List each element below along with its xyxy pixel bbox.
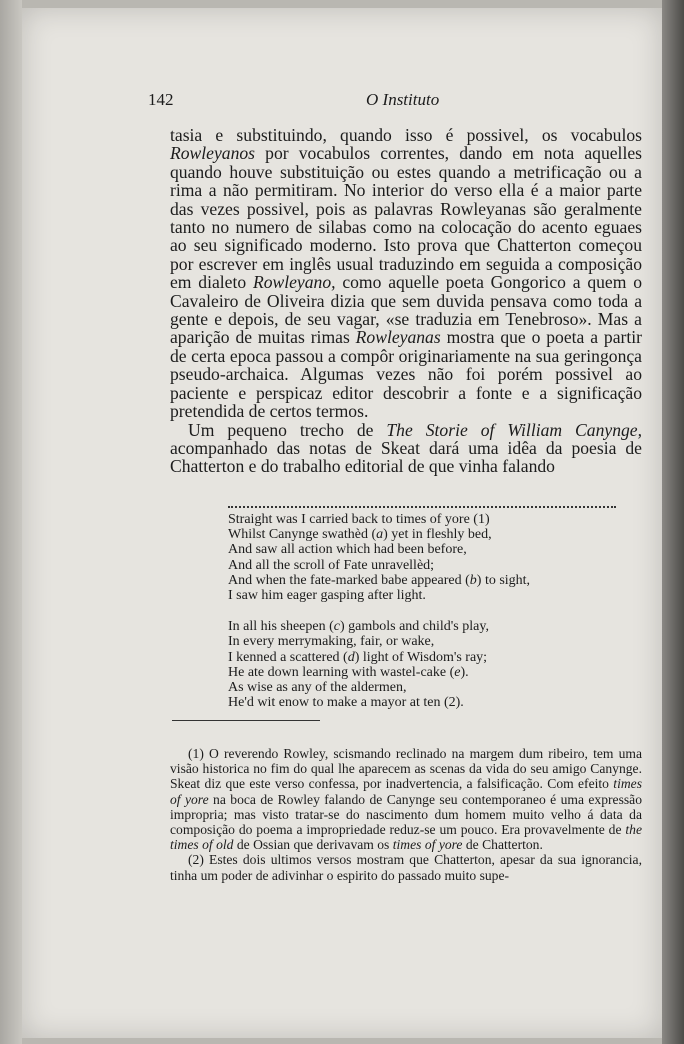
text-run: acompanhado das notas de Skeat dará uma idêa da poesia de Chatterton e do trabalho editorial de que vinha falando [170,437,642,477]
paragraph-2 [170,421,642,476]
text-run: He ate down learning with wastel-cake ( [228,664,455,680]
poem-verse [228,634,628,649]
italic-text-run: Rowleyanas [355,327,441,348]
poem-stanza-2 [228,619,628,710]
text-run: As wise as any of the aldermen, [228,680,407,696]
italic-text-run: times of yore [392,837,463,853]
text-run: (2) Estes dois ultimos versos mostram que Chatterton, apesar da sua ignorancia, tinha um poder de adivinhar o espirito do passado muito supe- [170,852,642,883]
poem-verse [228,558,628,573]
text-run: He'd wit enow to make a mayor at ten (2). [228,695,464,711]
text-run: And saw all action which had been before, [228,542,467,558]
italic-text-run: b [469,572,477,588]
text-run: ). [460,664,469,680]
text-run: In every merrymaking, fair, or wake, [228,634,435,650]
book-gutter [0,0,22,1044]
poem-verse [228,512,628,527]
poem-verse [228,619,628,634]
footnote-2 [170,852,642,882]
poem-verse [228,665,628,680]
text-run: na boca de Rowley falando de Canynge seu contemporaneo é uma expressão impropria; mas visto tratar-se do nascimento dum homem muito velho á data da composição do poema a impropriedade reduz-se um pouco. Era provavelmente de [170,791,642,838]
italic-text-run: Rowleyano, [252,272,336,293]
poem-verse [228,527,628,542]
ellipsis-dot-line [228,500,616,508]
italic-text-run: the times of old [170,822,642,853]
page-stack-edge [662,0,684,1044]
text-run: tasia e substituindo, quando isso é possivel, os vocabulos [170,125,642,145]
italic-text-run: c [333,619,340,635]
text-run: I kenned a scattered ( [228,649,348,665]
text-run: Um pequeno trecho de [188,419,387,440]
text-run: And when the fate-marked babe appeared ( [228,572,470,588]
italic-text-run: d [347,649,355,665]
text-run: Whilst Canynge swathèd ( [228,527,377,543]
poem-verse [228,680,628,695]
italic-text-run: e [454,664,461,680]
text-run: por vocabulos correntes, dando em nota aquelles quando houve substituição ou estes quando a metrificação ou a rima a não permitiram. No interior do verso ella é a maior parte das vezes possivel, pois as palavras Rowleyanas são geralmente tanto no numero de silabas como na colocação do acento eguaes ao seu significado moderno. Isto prova que Chatterton começou por escrever em inglês usual traduzindo em seguida a composição em dialeto [170,143,642,293]
poem-verse [228,588,628,603]
footnote-1 [170,746,642,852]
text-run: de Chatterton. [462,837,543,853]
text-run: In all his sheepen ( [228,619,334,635]
poem-stanza-1 [228,512,628,603]
running-title: O Instituto [366,90,440,109]
italic-text-run: The Storie of William Canynge, [386,419,642,440]
text-run: ) yet in fleshly bed, [383,527,492,543]
text-run: ) to sight, [476,572,531,588]
poem-verse [228,542,628,557]
italic-text-run: times of yore [170,776,642,807]
text-run: mostra que o poeta a partir de certa epoca passou a compôr originariamente na sua geringonça pseudo-archaica. Algumas vezes não foi porém possivel ao paciente e perspicaz editor descobrir a fonte e a significação pretendida de certos termos. [170,327,643,422]
italic-text-run: a [376,527,384,543]
italic-text-run: Rowleyanos [170,143,256,164]
text-run: And all the scroll of Fate unravellèd; [228,557,435,573]
text-run: ) light of Wisdom's ray; [354,649,488,665]
text-run: de Ossian que derivavam os [233,837,393,853]
footnotes [170,746,642,883]
page-header [148,90,622,114]
text-run: ) gambols and child's play, [339,619,489,635]
footnote-rule [172,720,320,721]
poem-verse [228,573,628,588]
main-text [170,126,642,476]
text-run: (1) O reverendo Rowley, scismando reclinado na margem dum ribeiro, tem uma visão historica no fim do qual lhe aparecem as scenas da vida do seu amigo Canynge. Skeat diz que este verso confessa, por inadvertencia, a falsificação. Com efeito [170,746,642,792]
paragraph-1 [170,126,642,421]
text-run: I saw him eager gasping after light. [228,588,426,604]
page-number: 142 [148,90,174,109]
poem-verse [228,695,628,710]
poem-verse [228,650,628,665]
text-run: como aquelle poeta Gongorico a quem o Cavaleiro de Oliveira dizia que sem duvida pensava como toda a gente e depois, de seu vagar, «se traduzia em Tenebroso». Mas a aparição de muitas rimas [170,272,642,348]
text-run: Straight was I carried back to times of yore (1) [228,512,490,527]
poem-excerpt [228,512,628,726]
